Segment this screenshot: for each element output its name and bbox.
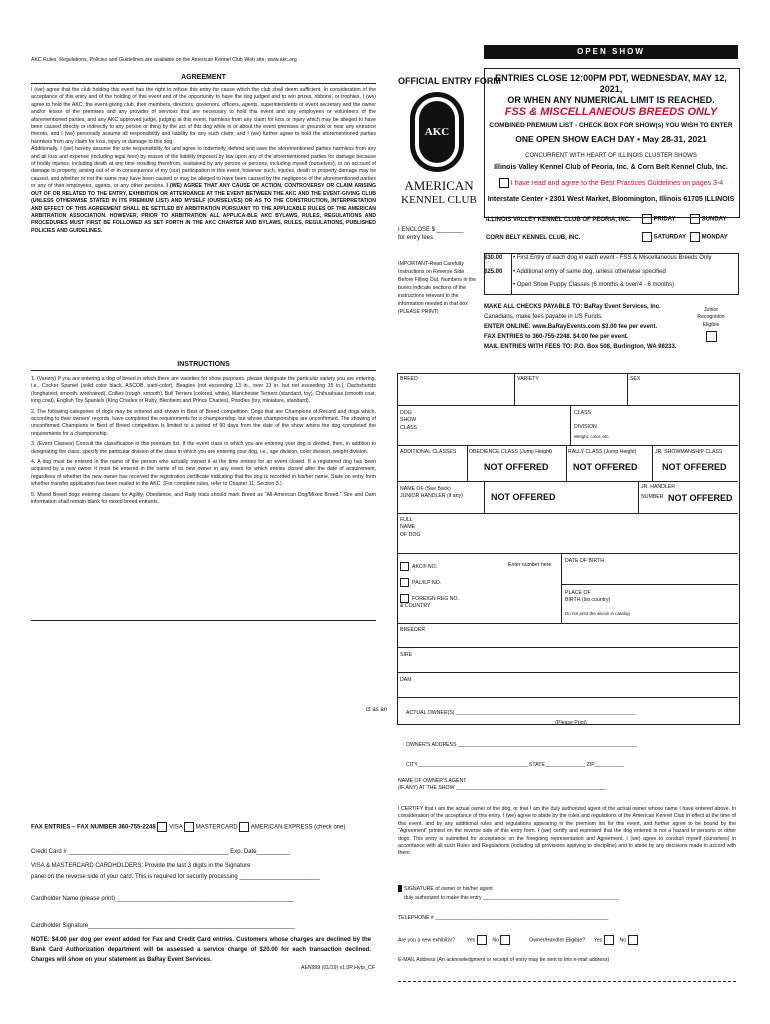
- no-label: No: [492, 937, 499, 944]
- jr-handler-not-offered: NOT OFFERED: [668, 493, 733, 503]
- divider: [397, 647, 738, 648]
- additional-classes-label: ADDITIONAL CLASSES: [400, 449, 457, 455]
- agreement-text: [31, 87, 376, 235]
- sire-field[interactable]: SIRE: [400, 652, 413, 658]
- price-2: $25.00: [484, 269, 503, 275]
- instructions-list: [31, 376, 376, 507]
- amex-checkbox[interactable]: [239, 822, 249, 832]
- entries-close: [484, 73, 738, 106]
- credit-card-number-field[interactable]: Credit Card # ________________________________________________ Exp. Date__________: [31, 849, 290, 855]
- jr-handler-label: JR. HANDLER: [641, 484, 676, 490]
- card-note-1: VISA & MASTERCARD CARDHOLDERS: Provide the last 3 digits in the Signature: [31, 863, 251, 869]
- yes-label: Yes: [466, 937, 476, 944]
- divider: [514, 373, 515, 405]
- sex-field[interactable]: SEX: [630, 376, 641, 382]
- owner-handler-label: Owner/Handler Eligible?: [529, 937, 586, 944]
- junior-recognition: [690, 307, 732, 342]
- security-code-field[interactable]: panel on the reverse side of your card. This is required for security processing ________________________: [31, 874, 320, 880]
- name-of-label: NAME OF (See Back): [400, 486, 451, 492]
- foreign-reg-option[interactable]: [400, 594, 459, 611]
- breeder-field[interactable]: BREEDER: [400, 627, 426, 633]
- weight-note: Weight, color, etc.: [574, 434, 610, 439]
- place-of-birth-field[interactable]: PLACE OF BIRTH (list country): [565, 590, 611, 604]
- please-print-note: (Please Print): [555, 720, 587, 726]
- instructions-title: INSTRUCTIONS: [177, 361, 230, 368]
- price-column: [484, 253, 512, 295]
- exhibitor-questions: [398, 935, 736, 945]
- cardholder-name-field[interactable]: Cardholder Name (please print) _____________________________________________________: [31, 896, 294, 902]
- open-show-banner: OPEN SHOW: [484, 45, 738, 59]
- division-field[interactable]: DIVISION: [574, 424, 597, 430]
- concurrent: CONCURRENT WITH HEART OF ILLINOIS CLUSTER SHOWS: [525, 153, 697, 159]
- venue: Interstate Center • 2301 West Market, Bloomington, Illinois 61705 ILLINOIS: [487, 196, 735, 203]
- email-label: E-MAIL Address (An acknowledgment or receipt of entry may be sent to this e-mail address): [398, 957, 610, 963]
- mastercard-label: MASTERCARD: [195, 824, 238, 831]
- friday-label: FRIDAY: [653, 216, 676, 223]
- obedience-label: OBEDIENCE CLASS (Jump Height): [469, 449, 553, 455]
- friday-option[interactable]: [642, 214, 675, 224]
- jr-show-label: JR. SHOWMANSHIP CLASS: [655, 449, 723, 455]
- monday-option[interactable]: [690, 232, 728, 242]
- enter-number-field[interactable]: Enter number here: [508, 562, 552, 568]
- form-code: AEN999 (01/19) v1.0P Hybr_CF: [300, 965, 375, 971]
- akc-no-label: AKC® NO.: [412, 563, 438, 570]
- monday-label: MONDAY: [701, 234, 728, 241]
- class-label: CLASS: [574, 410, 592, 416]
- rally-not-offered: NOT OFFERED: [573, 462, 638, 472]
- akc-logo: [398, 88, 480, 218]
- agreement-p2: Additionally, I (we) hereby assume the sole responsibility for and agree to indemnify, defend and save the aforementioned parties harmless from any and all loss and expense (including legal fees) by reason of the liability imposed by law upon any of the aforementioned parties for damage because of bodily injuries, including death at any time resulting therefrom, sustained by any person or persons, including myself (ourselves), or on account of damage to property, arising out of or in consequence of my (our) participation in this event, however such, injuries, death or property damage may be caused, and whether or not the same may have been caused or may be alleged to have been caused by the negligence of the aforementioned parties or any of their employees, agents, or any other persons.: [31, 146, 376, 190]
- best-practices-label: I have read and agree to the Best Practices Guidelines on pages 3-4: [510, 179, 724, 187]
- breed-field[interactable]: BREED: [400, 376, 418, 382]
- agreement-p1: I (we) agree that the club holding this event has the right to refuse this entry for cause which the club shall deem sufficient. In consideration of the acceptance of this entry and of the holding of this event and of the opportunity to have the dog judged and to win prizes, ribbons, or trophies, I (we) agree to hold the AKC, the event-giving club, their members, directors, governors, officers, agents, superintendents or event secretary and the owner and/or lessor of the premises and any provider of services that are necessary to hold this event and any employees or volunteers of the aforementioned parties, and any AKC approved judge, judging at this event, harmless from any claim for loss or injury which may be alleged to have been caused directly or indirectly to any person or thing by the act of this dog while in or about the event premises or grounds or near any entrance thereto, and I (we) personally assume all responsibility and liability for any such claim; and I (we) further agree to hold the aforementioned parties harmless from any claim for loss, injury or damage to this dog.: [31, 87, 376, 145]
- fee-desc-1: • First Entry of each dog in each event - FSS & Miscellaneous Breeds Only: [513, 255, 712, 261]
- payment-info: [484, 302, 684, 352]
- owner-handler-yes[interactable]: [604, 935, 614, 945]
- divider: [397, 513, 738, 514]
- left-fragment: ct as an: [366, 707, 388, 713]
- telephone-field[interactable]: TELEPHONE # ____________________________________________________________: [398, 915, 609, 921]
- divider: [638, 481, 639, 513]
- divider: [467, 445, 468, 481]
- junior-handler-label: JUNIOR HANDLER (if any): [400, 493, 463, 500]
- agreement-rule: [31, 83, 376, 84]
- fax-card-line: [31, 822, 376, 832]
- visa-label: VISA: [169, 824, 183, 831]
- divider: [397, 672, 738, 673]
- one-show-dates: ONE OPEN SHOW EACH DAY • May 28-31, 2021: [515, 134, 707, 144]
- divider: [652, 445, 653, 481]
- saturday-label: SATURDAY: [653, 234, 687, 241]
- fee-desc-3: • Open Show Puppy Classes (6 months & over/4 - 6 months): [513, 282, 675, 288]
- logo-line-1: AMERICAN: [404, 178, 474, 193]
- new-exhibitor-yes[interactable]: [477, 935, 487, 945]
- variety-field[interactable]: VARIETY: [517, 376, 539, 382]
- divider: [397, 697, 738, 698]
- club1-label: ILLINOIS VALLEY KENNEL CLUB OF PEORIA, INC.: [486, 217, 631, 223]
- instructions-end-rule: [31, 620, 376, 621]
- owners-agent-field[interactable]: NAME OF OWNER'S AGENT (IF ANY) AT THE SHOW ____________________________________________________: [398, 778, 606, 792]
- mastercard-checkbox[interactable]: [184, 822, 194, 832]
- sunday-label: SUNDAY: [701, 216, 727, 223]
- entries-close-line-2: OR WHEN ANY NUMERICAL LIMIT IS REACHED.: [507, 95, 715, 105]
- divider: [627, 373, 628, 405]
- dog-show-class-field[interactable]: DOG SHOW CLASS: [400, 410, 418, 431]
- do-not-print-note: Do not print the above in catalog: [565, 611, 630, 616]
- city-state-zip-field[interactable]: CITY______________________________________ STATE______________ ZIP__________: [406, 762, 624, 768]
- jr-show-not-offered: NOT OFFERED: [662, 462, 727, 472]
- instruction-item: 3. (Event Classes) Consult the classification in this premium list. If the event class in which you are entering your dog is divided, then, in addition to designating the class, specify the particular division of the class in which you are entering your dog, i.e., age division, color division, weight division.: [31, 441, 376, 455]
- instructions-rule: [31, 370, 376, 371]
- mail-entries: MAIL ENTRIES WITH FEES TO: P.O. Box 508, Burlington, WA 98233.: [484, 344, 677, 350]
- obedience-not-offered: NOT OFFERED: [484, 462, 549, 472]
- divider: [397, 553, 738, 554]
- signature-label-text: SIGNATURE of owner or his/her agent: [404, 885, 493, 892]
- price-1: $30.00: [484, 255, 503, 261]
- instruction-item: 4. A dog must be entered in the name of the person who actually owned it at the time entries for an event closed. If a registered dog has been acquired by a new owner it must be entered in the name of its new owner in any event for which entries closed after the date of acquirement, regardless of whether the new owner has received the registration certificate indicating that the dog is recorded in his/her name. State on entry form whether transfer application has been mailed to the AKC. (For complete rules, refer to Chapter 11, Section 3.): [31, 459, 376, 488]
- divider: [566, 445, 567, 481]
- new-exhibitor-no[interactable]: [500, 935, 510, 945]
- signature-field[interactable]: duly authorized to make this entry _______________________________________________: [404, 895, 619, 901]
- junior-checkbox[interactable]: [706, 331, 717, 342]
- important-note: IMPORTANT-Read Carefully Instructions on Reverse Side Before Filling Out. Numbers in the boxes indicate sections of the instructions relevant to the information needed in that box (PLEASE PRINT): [398, 261, 477, 315]
- club2-label: CORN BELT KENNEL CLUB, INC.: [486, 235, 581, 241]
- divider: [561, 584, 738, 585]
- enter-online: ENTER ONLINE: www.BaRayEvents.com $3.00 fee per event.: [484, 324, 658, 330]
- entries-close-line-1: ENTRIES CLOSE 12:00PM PDT, WEDNESDAY, MAY 12, 2021,: [495, 73, 727, 94]
- sunday-option[interactable]: [690, 214, 726, 224]
- junior-not-offered: NOT OFFERED: [491, 492, 556, 502]
- saturday-option[interactable]: [642, 232, 686, 242]
- instruction-item: 5. Mixed Breed dogs entering classes for Agility, Obedience, and Rally trials should mark Breed as "All-American Dog/Mixed Breed." Sire and Dam information shall remain blank for mixed breed entrants.: [31, 491, 376, 506]
- actual-owner-field[interactable]: ACTUAL OWNER(S) ______________________________________________________________: [406, 710, 635, 716]
- enclose-fee: [398, 226, 480, 242]
- combined-premium: COMBINED PREMIUM LIST - CHECK BOX FOR SHOW(s) YOU WISH TO ENTER: [489, 122, 733, 129]
- fax-number-label: FAX ENTRIES – FAX NUMBER 360-755-2248: [31, 824, 156, 831]
- pal-no-option[interactable]: [400, 578, 441, 587]
- amex-label: AMERICAN EXPRESS (check one): [250, 824, 346, 831]
- full-name-field[interactable]: FULL NAME OF DOG: [400, 517, 421, 538]
- no-label: No: [619, 937, 627, 944]
- divider: [484, 481, 485, 513]
- fee-note: NOTE: $4.00 per dog per event added for Fax and Credit Card entries. Customers whose charges are declined by the Bank Card Authorization department will be assessed a service charge of $20.00 for each transaction declined. Charges will show on your statement as BaRay Event Services.: [31, 937, 371, 963]
- junior-label: Junior Recognition Eligible: [697, 307, 725, 328]
- jr-handler-number-label: NUMBER: [641, 494, 664, 500]
- certification-text: I CERTIFY that I am the actual owner of the dog, or that I am the duly authorized agent of the actual owner whose name I have entered above. In consideration of the acceptance of this entry, I (we) agree to abide by the rules and regulations of the American Kennel Club in effect at the time of this event, and by any additional rules and regulations appearing in the premium list for this event, and further agree to be bound by the "Agreement" printed on the reverse side of this entry form. I (we) certify and represent that the dog entered is not a hazard to persons or other dogs. This entry is submitted for acceptance on the foregoing representation and Agreement. I (we) agree to conduct myself (ourselves) in accordance with all such Rules and Regulations (including all provisions applying to discipline) and to abide by any decisions made in accord with them.: [398, 806, 736, 857]
- best-practices-checkbox[interactable]: [499, 178, 509, 188]
- official-entry-form-title: OFFICIAL ENTRY FORM: [398, 76, 501, 86]
- agreement-p2-bold: I (WE) AGREE THAT ANY CAUSE OF ACTION, CONTROVERSY OR CLAIM ARISING OUT OF OR RELATED TO THE ENTRY, EXHIBITION OR ATTENDANCE AT THE EVENT BETWEEN THE AKC AND THE EVENT-GIVING CLUB (UNLESS OTHERWISE STATED IN ITS PREMIUM LIST) AND MYSELF (OURSELVES) OR AS TO THE CONSTRUCTION, INTERPRETATION AND EFFECT OF THIS AGREEMENT SHALL BE SETTLED BY ARBITRATION PURSUANT TO THE APPLICABLE RULES OF THE AMERICAN ARBITRATION ASSOCIATION. HOWEVER, PRIOR TO ARBITRATION ALL APPLICA-BLE AKC BYLAWS, RULES, REGULATIONS AND PROCEDURES MUST FIRST BE FOLLOWED AS SET FORTH IN THE AKC CHARTER AND BYLAWS, RULES, REGULATIONS, PUBLISHED POLICIES AND GUIDELINES.: [31, 183, 376, 234]
- entry-fees-label: for entry fees: [398, 235, 434, 241]
- rules-note: AKC Rules, Regulations, Policies and Guidelines are available on the American Kennel Club Web site, www.akc.org: [31, 57, 297, 63]
- divider: [397, 445, 738, 446]
- junior-handler-field[interactable]: [400, 486, 463, 501]
- instruction-item: 2. The following categories of dogs may be entered and shown in Best of Breed competition: Dogs that are Champions of Record and dogs which, according to their owners' records, have completed the requirements for a championship, but whose championships are unconfirmed. The showing of unconfirmed Champions in Best of Breed competition is limited to a period of 90 days from the date of the show where the dog completed the requirements for a championship.: [31, 408, 376, 437]
- divider: [561, 553, 562, 623]
- foreign-label: FOREIGN REG NO. & COUNTRY: [400, 595, 459, 610]
- akc-no-option[interactable]: [400, 562, 437, 571]
- enclose-label[interactable]: I ENCLOSE $ ________: [398, 227, 464, 233]
- instruction-item: 1. (Variety) If you are entering a dog of breed in which there are varieties for show purposes, please designate the particular variety you are entering, i.e., Cocker Spaniel (solid color black, ASCOB, parti-color), Beagles (not exceeding 13 in., over 13 in. but not exceeding 15 in.), Dachshunds (longhaired, smooth, wirehaired), Collies (rough, smooth), Bull Terriers (colored, white), Manchester Terriers (standard, toy), Chihuahuas (smooth coat, long coat), English Toy Spaniels (King Charles or Ruby, Blenheim and Prince Charles), Poodles (toy, miniature, standard).: [31, 376, 376, 405]
- dam-field[interactable]: DAM: [400, 677, 412, 683]
- canadians-note: Canadians, make fees payable in US Funds.: [484, 314, 603, 320]
- email-field[interactable]: [398, 981, 736, 982]
- fss-title: FSS & MISCELLANEOUS BREEDS ONLY: [504, 106, 718, 118]
- akc-badge: AKC: [419, 101, 455, 163]
- fax-entries: FAX ENTRIES to 360-755-2248. $4.00 fee per event.: [484, 334, 629, 340]
- divider: [397, 623, 738, 624]
- yes-label: Yes: [593, 937, 603, 944]
- pal-label: PAL/ILP NO.: [412, 579, 442, 586]
- rally-label: RALLY CLASS (Jump Height): [568, 449, 637, 455]
- owner-handler-no[interactable]: [628, 935, 638, 945]
- clubs: Illinois Valley Kennel Club of Peoria, Inc. & Corn Belt Kennel Club, Inc.: [494, 164, 728, 171]
- agreement-title: AGREEMENT: [181, 74, 226, 81]
- owner-address-field[interactable]: OWNER'S ADDRESS ______________________________________________________________: [406, 742, 637, 748]
- signature-label: [398, 885, 736, 893]
- logo-line-2: KENNEL CLUB: [401, 194, 477, 206]
- date-of-birth-field[interactable]: DATE OF BIRTH: [565, 558, 605, 564]
- cardholder-signature-field[interactable]: Cardholder Signature______________________________________________________________: [31, 923, 295, 929]
- fee-desc-2: • Additional entry of same dog, unless otherwise specified: [513, 269, 666, 275]
- divider: [570, 405, 571, 445]
- checks-payable: MAKE ALL CHECKS PAYABLE TO: BaRay Event Services, Inc.: [484, 304, 661, 310]
- visa-checkbox[interactable]: [157, 822, 167, 832]
- best-practices-line: [484, 178, 738, 188]
- divider: [397, 481, 738, 482]
- divider: [397, 405, 738, 406]
- new-exhibitor-label: Are you a new exhibitor?: [398, 937, 456, 944]
